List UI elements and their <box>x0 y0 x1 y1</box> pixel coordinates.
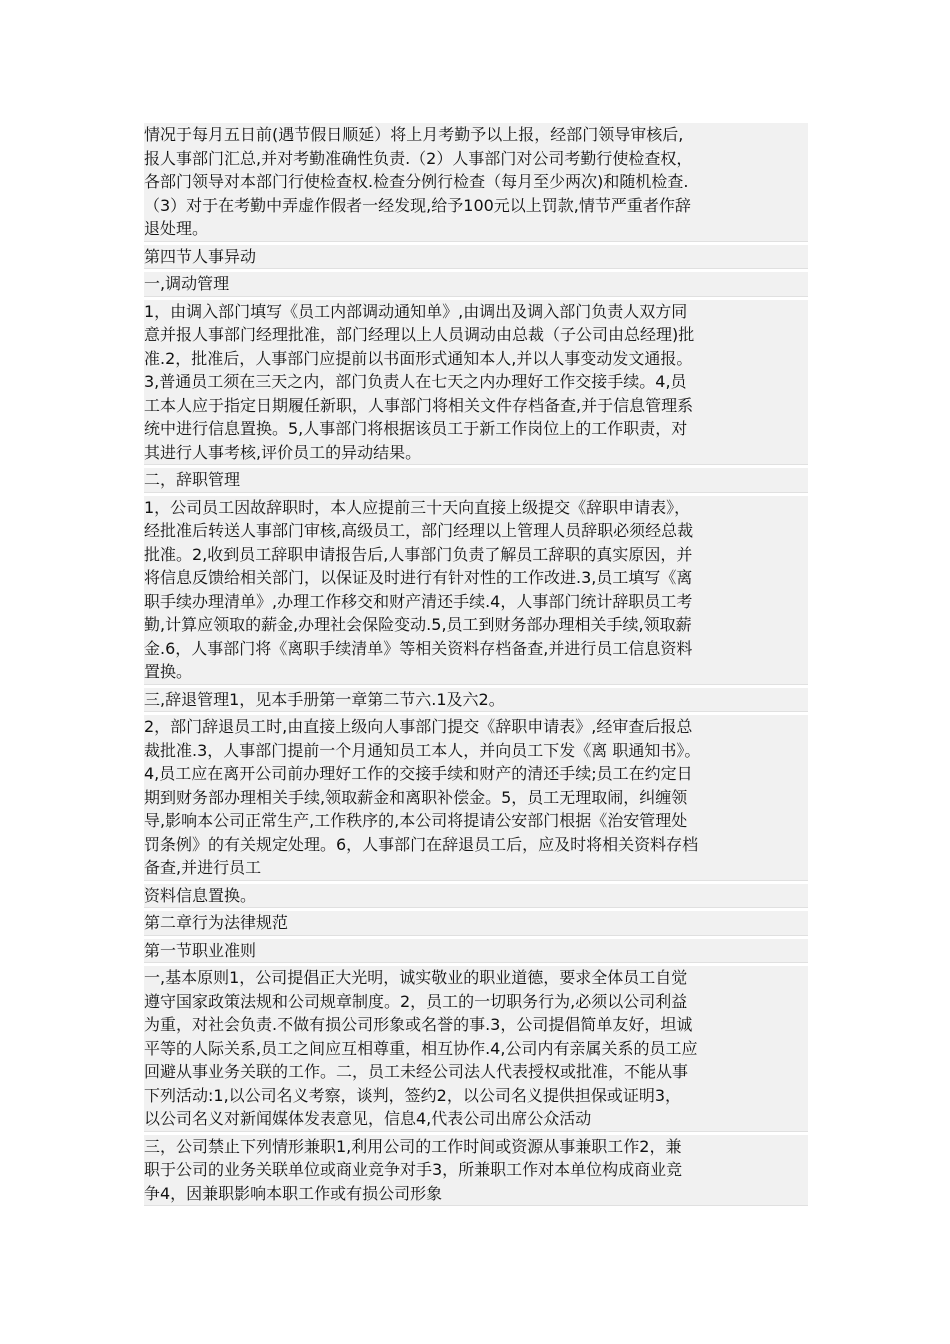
text-line: 期到财务部办理相关手续,领取薪金和离职补偿金。5，员工无理取闹，纠缠领 <box>144 787 688 807</box>
text-line: 三,辞退管理1，见本手册第一章第二节六.1及六2。 <box>144 689 505 709</box>
text-line: 一,基本原则1，公司提倡正大光明，诚实敬业的职业道德，要求全体员工自觉 <box>144 968 688 987</box>
text-line: 报人事部门汇总,并对考勤准确性负责.（2）人事部门对公司考勤行使检查权， <box>144 148 693 168</box>
text-line: 工本人应于指定日期履任新职，人事部门将相关文件存档备查,并于信息管理系 <box>144 395 694 415</box>
text-line: 批准。2,收到员工辞职申请报告后,人事部门负责了解员工辞职的真实原因，并 <box>144 544 693 564</box>
text-line: （3）对于在考勤中弄虚作假者一经发现,给予100元以上罚款,情节严重者作辞 <box>144 195 691 215</box>
text-line: 为重，对社会负责.不做有损公司形象或名誉的事.3，公司提倡简单友好，坦诚 <box>144 1015 693 1034</box>
text-line: 退处理。 <box>144 219 209 238</box>
text-line: 遵守国家政策法规和公司规章制度。2，员工的一切职务行为,必须以公司利益 <box>144 991 688 1011</box>
text-line: 争4，因兼职影响本职工作或有损公司形象 <box>144 1183 443 1203</box>
text-line: 回避从事业务关联的工作。二，员工未经公司法人代表授权或批准，不能从事 <box>144 1062 689 1081</box>
text-block <box>144 715 808 881</box>
text-line: 第二章行为法律规范 <box>144 913 289 932</box>
text-block <box>144 884 808 909</box>
text-line: 第四节人事异动 <box>144 246 257 266</box>
text-line: 准.2，批准后，人事部门应提前以书面形式通知本人,并以人事变动发文通报。 <box>144 348 693 368</box>
text-line: 一,调动管理 <box>144 274 230 293</box>
text-line: 1，公司员工因故辞职时，本人应提前三十天向直接上级提交《辞职申请表》， <box>144 497 691 517</box>
text-block <box>144 300 808 466</box>
text-block <box>144 245 808 270</box>
text-line: 将信息反馈给相关部门，以保证及时进行有针对性的工作改进.3,员工填写《离 <box>144 568 693 587</box>
text-line: 裁批准.3，人事部门提前一个月通知员工本人，并向员工下发《离 职通知书》。 <box>144 740 701 760</box>
text-line: 2，部门辞退员工时,由直接上级向人事部门提交《辞职申请表》,经审查后报总 <box>144 717 693 736</box>
text-line: 统中进行信息置换。5,人事部门将根据该员工于新工作岗位上的工作职责，对 <box>144 419 688 438</box>
text-line: 以公司名义对新闻媒体发表意见，信息4,代表公司出席公众活动 <box>144 1109 592 1128</box>
text-block <box>144 939 808 964</box>
text-line: 经批准后转送人事部门审核,高级员工，部门经理以上管理人员辞职必须经总裁 <box>144 521 694 540</box>
text-block <box>144 911 808 936</box>
text-line: 置换。 <box>144 662 193 681</box>
text-line: 各部门领导对本部门行使检查权.检查分例行检查（每月至少两次)和随机检查. <box>144 172 689 191</box>
text-line: 罚条例》的有关规定处理。6，人事部门在辞退员工后，应及时将相关资料存档 <box>144 834 699 854</box>
text-block <box>144 272 808 297</box>
text-line: 二，辞职管理 <box>144 470 241 489</box>
text-line: 职手续办理清单》,办理工作移交和财产清还手续.4，人事部门统计辞职员工考 <box>144 591 693 611</box>
text-line: 备查,并进行员工 <box>144 858 262 877</box>
text-line: 4,员工应在离开公司前办理好工作的交接手续和财产的清还手续;员工在约定日 <box>144 764 693 783</box>
text-line: 情况于每月五日前(遇节假日顺延）将上月考勤予以上报，经部门领导审核后, <box>144 125 684 144</box>
text-line: 金.6，人事部门将《离职手续清单》等相关资料存档备查,并进行员工信息资料 <box>144 638 693 658</box>
text-block <box>144 688 808 713</box>
text-line: 3,普通员工须在三天之内，部门负责人在七天之内办理好工作交接手续。4,员 <box>144 372 687 391</box>
text-line: 资料信息置换。 <box>144 885 257 905</box>
text-block <box>144 966 808 1132</box>
text-block <box>144 1135 808 1207</box>
text-line: 平等的人际关系,员工之间应互相尊重，相互协作.4,公司内有亲属关系的员工应 <box>144 1038 698 1058</box>
text-line: 职于公司的业务关联单位或商业竞争对手3，所兼职工作对本单位构成商业竞 <box>144 1160 683 1179</box>
text-line: 第一节职业准则 <box>144 940 257 960</box>
text-line: 下列活动:1,以公司名义考察，谈判，签约2，以公司名义提供担保或证明3， <box>144 1085 682 1105</box>
text-line: 三，公司禁止下列情形兼职1,利用公司的工作时间或资源从事兼职工作2，兼 <box>144 1136 682 1156</box>
text-block <box>144 468 808 493</box>
text-line: 1，由调入部门填写《员工内部调动通知单》,由调出及调入部门负责人双方同 <box>144 301 688 321</box>
document-body <box>144 123 808 1209</box>
text-line: 其进行人事考核,评价员工的异动结果。 <box>144 442 422 462</box>
text-line: 勤,计算应领取的薪金,办理社会保险变动.5,员工到财务部办理相关手续,领取薪 <box>144 615 692 634</box>
text-line: 导,影响本公司正常生产,工作秩序的,本公司将提请公安部门根据《治安管理处 <box>144 811 688 830</box>
text-line: 意并报人事部门经理批准，部门经理以上人员调动由总裁（子公司由总经理)批 <box>144 325 695 344</box>
text-block <box>144 496 808 685</box>
text-block <box>144 123 808 242</box>
